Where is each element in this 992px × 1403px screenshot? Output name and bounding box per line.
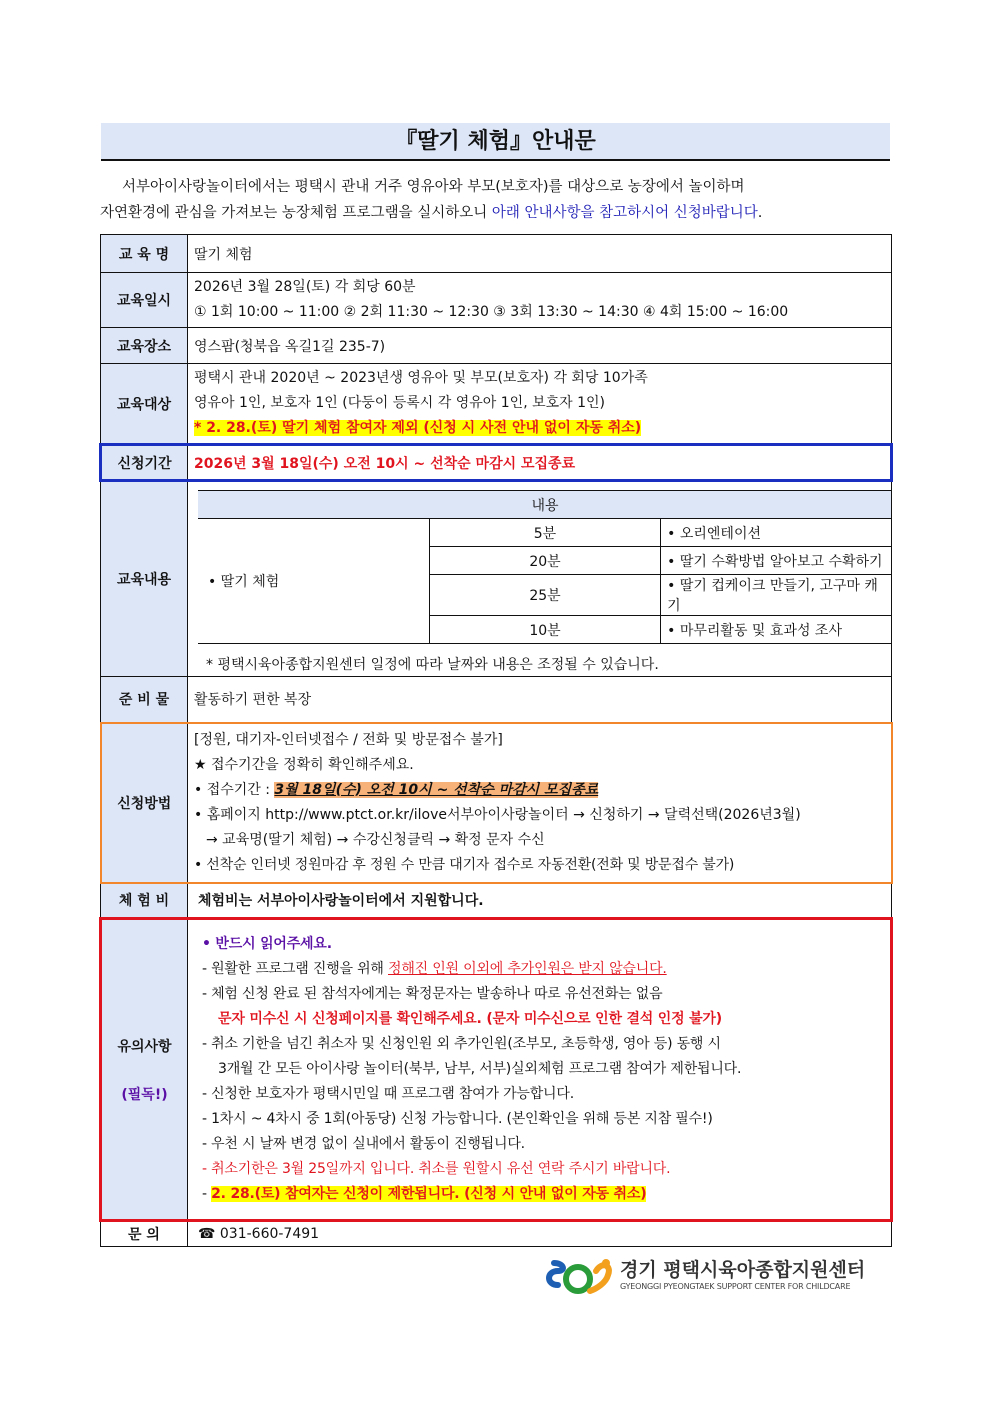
row-name (101, 235, 892, 273)
label-name: 교 육 명 (101, 235, 188, 273)
value-name: 딸기 체험 (188, 235, 892, 273)
date-line-1: 2026년 3월 28일(토) 각 회당 60분 (194, 279, 416, 295)
label-prep: 준 비 물 (101, 677, 188, 723)
row-period (101, 445, 892, 481)
caution-must-read: • 반드시 읽어주세요. (202, 936, 332, 952)
content-desc: • 오리엔테이션 (661, 519, 892, 547)
label-target: 교육대상 (101, 364, 188, 445)
date-line-2: ① 1회 10:00 ~ 11:00 ② 2회 11:30 ~ 12:30 ③ 3회 13:30 ~ 14:30 ④ 4회 15:00 ~ 16:00 (194, 304, 789, 320)
caution-label-mandatory: (필독!) (121, 1086, 168, 1103)
caution-line: - 신청한 보호자가 평택시민일 때 프로그램 참여가 가능합니다. (202, 1086, 574, 1102)
caution-label: 유의사항 (117, 1038, 172, 1055)
caution-line: - 우천 시 날짜 변경 없이 실내에서 활동이 진행됩니다. (202, 1136, 525, 1152)
info-table (99, 234, 893, 1247)
page-title: 『딸기 체험』안내문 (101, 123, 890, 161)
method-line-1: [정원, 대기자-인터넷접수 / 전화 및 방문접수 불가] (194, 731, 503, 748)
intro-text: 자연환경에 관심을 가져보는 농장체험 프로그램을 실시하오니 (100, 205, 492, 221)
method-line-3 (194, 778, 885, 803)
target-line-1: 평택시 관내 2020년 ~ 2023년생 영유아 및 부모(보호자) 각 회당 10가족 (194, 370, 648, 386)
method-period-value: 3월 18일(수) 오전 10시 ~ 선착순 마감시 모집종료 (274, 781, 599, 798)
caution-text: - 원활한 프로그램 진행을 위해 (202, 961, 388, 977)
intro-line-2 (100, 200, 894, 226)
label-date: 교육일시 (101, 273, 188, 328)
caution-line: - 취소 기한을 넘긴 취소자 및 신청인원 외 추가인원(조부모, 초등학생, 영아 등) 동행 시 (202, 1036, 721, 1052)
caution-line: 문자 미수신 시 신청페이지를 확인해주세요. (문자 미수신으로 인한 결석 인정 불가) (218, 1011, 722, 1027)
content-program: • 딸기 체험 (198, 519, 429, 644)
method-line-2: ★ 접수기간을 정확히 확인해주세요. (194, 756, 414, 773)
method-line-4: • 홈페이지 http://www.ptct.or.kr/ilove서부아이사랑놀이터 → 신청하기 → 달력선택(2026년3월) (194, 806, 801, 823)
label-contact: 문 의 (101, 1221, 188, 1247)
caution-line: - 취소기한은 3월 25일까지 입니다. 취소를 원할시 유선 연락 주시기 바랍니다. (202, 1161, 671, 1177)
logo-icon (544, 1255, 616, 1297)
logo-name-en: GYEONGGI PYEONGTAEK SUPPORT CENTER FOR CHILDCARE (620, 1282, 851, 1291)
value-prep: 활동하기 편한 복장 (188, 677, 892, 723)
caution-line (194, 932, 884, 957)
label-place: 교육장소 (101, 328, 188, 364)
method-period-label: • 접수기간 : (194, 781, 275, 798)
value-contact: ☎ 031-660-7491 (188, 1221, 892, 1247)
target-line-3 (194, 416, 885, 441)
row-contact (101, 1221, 892, 1247)
row-target (101, 364, 892, 445)
method-line-5: → 교육명(딸기 체험) → 수강신청클릭 → 확정 문자 수신 (206, 831, 545, 848)
target-line-2: 영유아 1인, 보호자 1인 (다둥이 등록시 각 영유아 1인, 보호자 1인) (194, 395, 606, 411)
row-content (101, 481, 892, 677)
content-desc: • 딸기 수확방법 알아보고 수확하기 (661, 547, 892, 575)
label-period: 신청기간 (101, 445, 188, 481)
caution-line: - 체험 신청 완료 된 참석자에게는 확정문자는 발송하나 따로 유선전화는 없음 (202, 986, 663, 1002)
row-prep (101, 677, 892, 723)
row-place (101, 328, 892, 364)
value-period: 2026년 3월 18일(수) 오전 10시 ~ 선착순 마감시 모집종료 (188, 445, 892, 481)
content-desc: • 마무리활동 및 효과성 조사 (661, 616, 892, 644)
logo-name-ko: 경기 평택시육아종합지원센터 (620, 1259, 866, 1281)
content-table (198, 490, 892, 644)
value-date (188, 273, 892, 328)
caution-line: 3개월 간 모든 아이사랑 놀이터(북부, 남부, 서부)실외체험 프로그램 참여가 제한됩니다. (218, 1061, 742, 1077)
content-desc: • 딸기 컵케이크 만들기, 고구마 캐기 (661, 575, 892, 616)
content-note: * 평택시육아종합지원센터 일정에 따라 날짜와 내용은 조정될 수 있습니다. (206, 657, 659, 673)
value-target (188, 364, 892, 445)
caution-dash: - (202, 1186, 212, 1202)
target-warning: * 2. 28.(토) 딸기 체험 참여자 제외 (신청 시 사전 안내 없이 자동 취소) (194, 420, 642, 436)
intro-highlight: 아래 안내사항을 참고하시어 신청바랍니다 (491, 205, 758, 221)
value-caution (188, 919, 892, 1221)
label-content: 교육내용 (101, 481, 188, 677)
value-fee: 체험비는 서부아이사랑놀이터에서 지원합니다. (188, 883, 892, 919)
content-header: 내용 (198, 491, 892, 519)
intro-period: . (757, 205, 763, 221)
caution-line (194, 1182, 884, 1207)
label-fee: 체 험 비 (101, 883, 188, 919)
caution-highlight: 2. 28.(토) 참여자는 신청이 제한됩니다. (신청 시 안내 없이 자동 취소) (211, 1186, 647, 1202)
content-time: 5분 (429, 519, 660, 547)
row-fee (101, 883, 892, 919)
center-logo (544, 1255, 894, 1297)
value-place: 영스팜(청북읍 옥길1길 235-7) (188, 328, 892, 364)
content-time: 20분 (429, 547, 660, 575)
caution-red-text: 정해진 인원 이외에 추가인원은 받지 않습니다. (388, 961, 667, 977)
caution-line (194, 957, 884, 982)
intro-line-1: 서부아이사랑놀이터에서는 평택시 관내 거주 영유아와 부모(보호자)를 대상으로 농장에서 놀이하며 (122, 179, 745, 195)
row-caution (101, 919, 892, 1221)
content-time: 10분 (429, 616, 660, 644)
intro-paragraph (100, 174, 894, 226)
label-caution (101, 919, 188, 1221)
content-time: 25분 (429, 575, 660, 616)
row-date (101, 273, 892, 328)
value-content (188, 481, 892, 677)
caution-line: - 1차시 ~ 4차시 중 1회(아동당) 신청 가능합니다. (본인확인을 위해 등본 지참 필수!) (202, 1111, 713, 1127)
value-method (188, 723, 892, 883)
row-method (101, 723, 892, 883)
label-method: 신청방법 (101, 723, 188, 883)
method-line-6: • 선착순 인터넷 정원마감 후 정원 수 만큼 대기자 접수로 자동전환(전화 및 방문접수 불가) (194, 856, 735, 873)
